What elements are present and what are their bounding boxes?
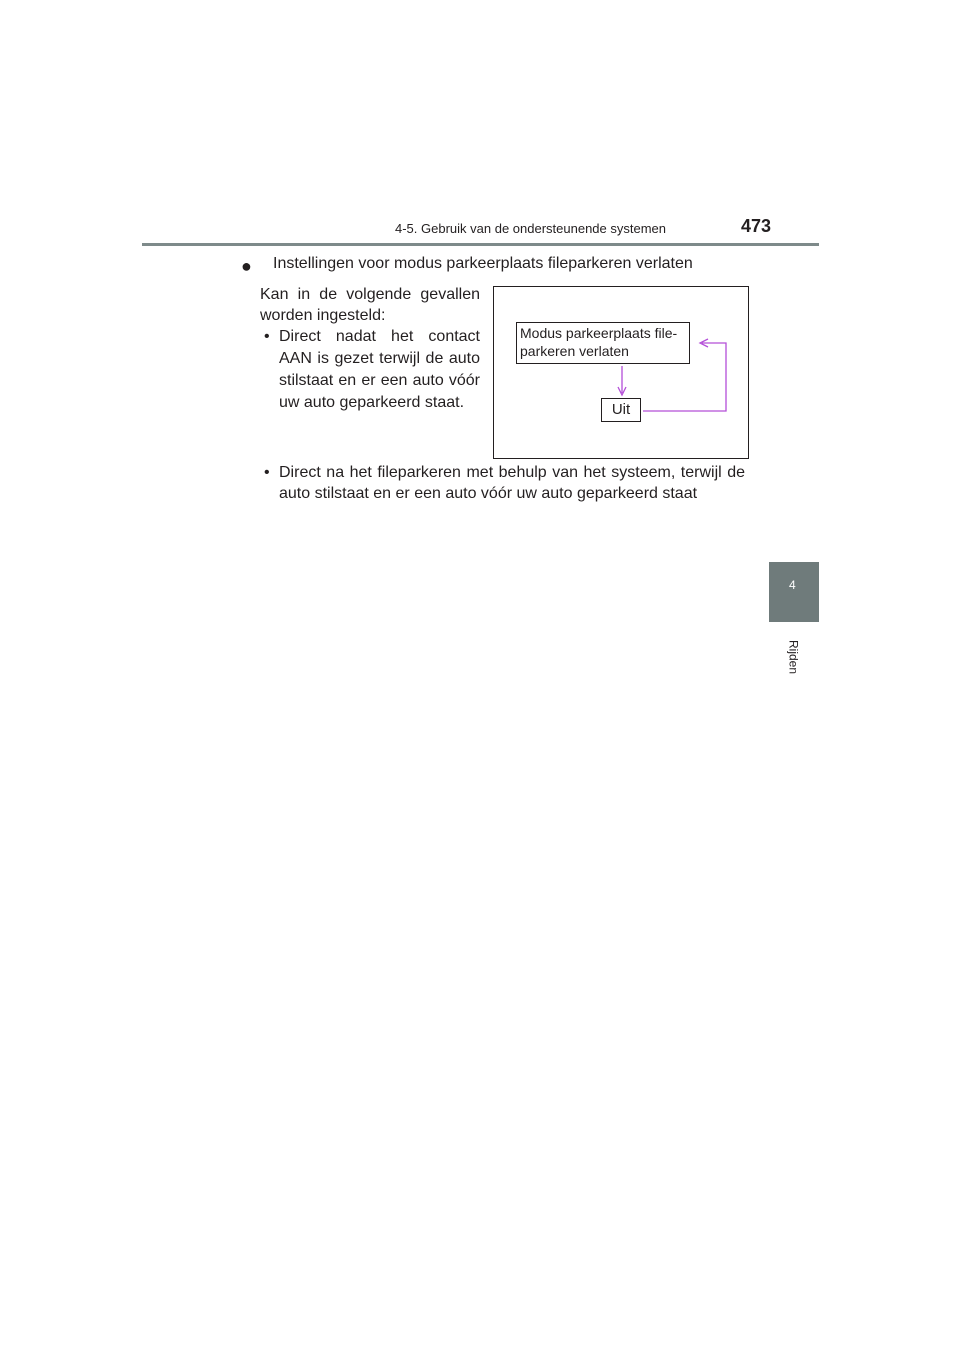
chapter-number: 4 bbox=[789, 578, 796, 592]
bullet-icon: • bbox=[264, 464, 270, 481]
list-item bbox=[264, 462, 745, 504]
chapter-label: Rijden bbox=[786, 639, 801, 675]
condition-list bbox=[264, 326, 480, 414]
header-section-title: 4-5. Gebruik van de ondersteunende systemen bbox=[395, 221, 667, 236]
heading-bullet-icon: ● bbox=[241, 256, 252, 276]
mode-diagram bbox=[493, 286, 749, 459]
list-item-text: Direct na het fileparkeren met behulp van het systeem, terwijl de auto stilstaat en er een auto vóór uw auto geparkeerd staat bbox=[279, 464, 745, 502]
mode-state-box: Modus parkeerplaats file-parkeren verlaten bbox=[516, 322, 690, 364]
list-item-text: Direct nadat het contact AAN is gezet terwijl de auto stilstaat en er een auto vóór uw auto geparkeerd staat. bbox=[279, 328, 480, 411]
page-number: 473 bbox=[741, 216, 772, 236]
list-item bbox=[264, 326, 480, 414]
bullet-icon: • bbox=[264, 328, 270, 345]
off-state-box: Uit bbox=[601, 398, 641, 422]
chapter-tab bbox=[769, 562, 819, 622]
section-heading: Instellingen voor modus parkeerplaats fileparkeren verlaten bbox=[273, 255, 693, 272]
header-rule bbox=[142, 243, 819, 246]
intro-text: Kan in de volgende gevallen worden ingesteld: bbox=[260, 286, 480, 324]
diagram-arrows bbox=[494, 287, 750, 460]
condition-list-continued bbox=[264, 462, 745, 504]
